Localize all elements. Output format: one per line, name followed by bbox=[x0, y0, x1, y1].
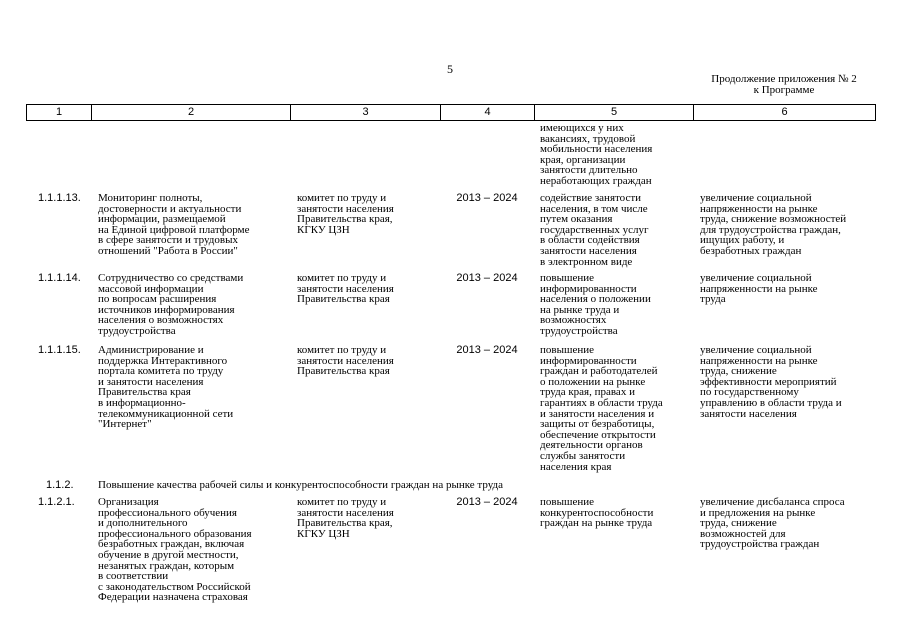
row-executor: комитет по труду и занятости населения Правительства края bbox=[297, 344, 394, 378]
row-name: Сотрудничество со средствами массовой информации по вопросам расширения источников информирования населения о возможностях трудоустройства bbox=[98, 272, 244, 337]
row-result: увеличение социальной напряженности на рынке труда, снижение возможностей для трудоустройства граждан, ищущих работу, и безработных граждан bbox=[700, 192, 847, 257]
row-number: 1.1.1.15. bbox=[38, 344, 81, 356]
row-result: увеличение социальной напряженности на рынке труда bbox=[700, 272, 818, 306]
row-years: 2013 – 2024 bbox=[456, 192, 518, 204]
header-col-2: 2 bbox=[91, 104, 290, 121]
continuation-content: имеющихся у них вакансиях, трудовой мобильности населения края, организации занятости длительно неработающих граждан bbox=[540, 122, 653, 187]
header-col-5: 5 bbox=[534, 104, 693, 121]
appendix-note: Продолжение приложения № 2 к Программе bbox=[711, 73, 857, 96]
section-number: 1.1.2. bbox=[46, 479, 74, 491]
row-years: 2013 – 2024 bbox=[456, 272, 518, 284]
row-years: 2013 – 2024 bbox=[456, 496, 518, 508]
row-executor: комитет по труду и занятости населения Правительства края, КГКУ ЦЗН bbox=[297, 192, 394, 236]
row-content: повышение информированности населения о положении на рынке труда и возможностях трудоустройства bbox=[540, 272, 651, 337]
row-content: содействие занятости населения, в том числе путем оказания государственных услуг в области содействия занятости населения в электронном виде bbox=[540, 192, 649, 268]
row-name: Администрирование и поддержка Интерактивного портала комитета по труду и занятости населения Правительства края в информационно- телекоммуникационной сети "Интернет" bbox=[98, 344, 234, 431]
section-title: Повышение качества рабочей силы и конкурентоспособности граждан на рынке труда bbox=[98, 479, 504, 491]
row-years: 2013 – 2024 bbox=[456, 344, 518, 356]
row-number: 1.1.1.14. bbox=[38, 272, 81, 284]
header-col-3: 3 bbox=[290, 104, 440, 121]
row-result: увеличение дисбаланса спроса и предложения на рынке труда, снижение возможностей для трудоустройства граждан bbox=[700, 496, 845, 551]
row-number: 1.1.2.1. bbox=[38, 496, 75, 508]
row-name: Мониторинг полноты, достоверности и актуальности информации, размещаемой на Единой цифровой платформе в сфере занятости и трудовых отношений "Работа в России" bbox=[98, 192, 250, 257]
header-col-1: 1 bbox=[26, 104, 91, 121]
page-number: 5 bbox=[447, 62, 453, 76]
row-content: повышение информированности граждан и работодателей о положении на рынке труда края, правах и гарантиях в области труда и занятости населения и защиты от безработицы, обеспечение открытости деятельности органов службы занятости населения края bbox=[540, 344, 663, 473]
row-executor: комитет по труду и занятости населения Правительства края bbox=[297, 272, 394, 306]
row-number: 1.1.1.13. bbox=[38, 192, 81, 204]
row-result: увеличение социальной напряженности на рынке труда, снижение эффективности мероприятий по государственному управлению в области труда и занятости населения bbox=[700, 344, 842, 420]
header-col-4: 4 bbox=[440, 104, 534, 121]
header-col-6: 6 bbox=[693, 104, 876, 121]
row-name: Организация профессионального обучения и дополнительного профессионального образования безработных граждан, включая обучение в другой местности, незанятых граждан, которым в соответствии с законодательством Российской Федерации назначена страховая bbox=[98, 496, 252, 604]
row-content: повышение конкурентоспособности граждан на рынке труда bbox=[540, 496, 654, 530]
row-executor: комитет по труду и занятости населения Правительства края, КГКУ ЦЗН bbox=[297, 496, 394, 540]
